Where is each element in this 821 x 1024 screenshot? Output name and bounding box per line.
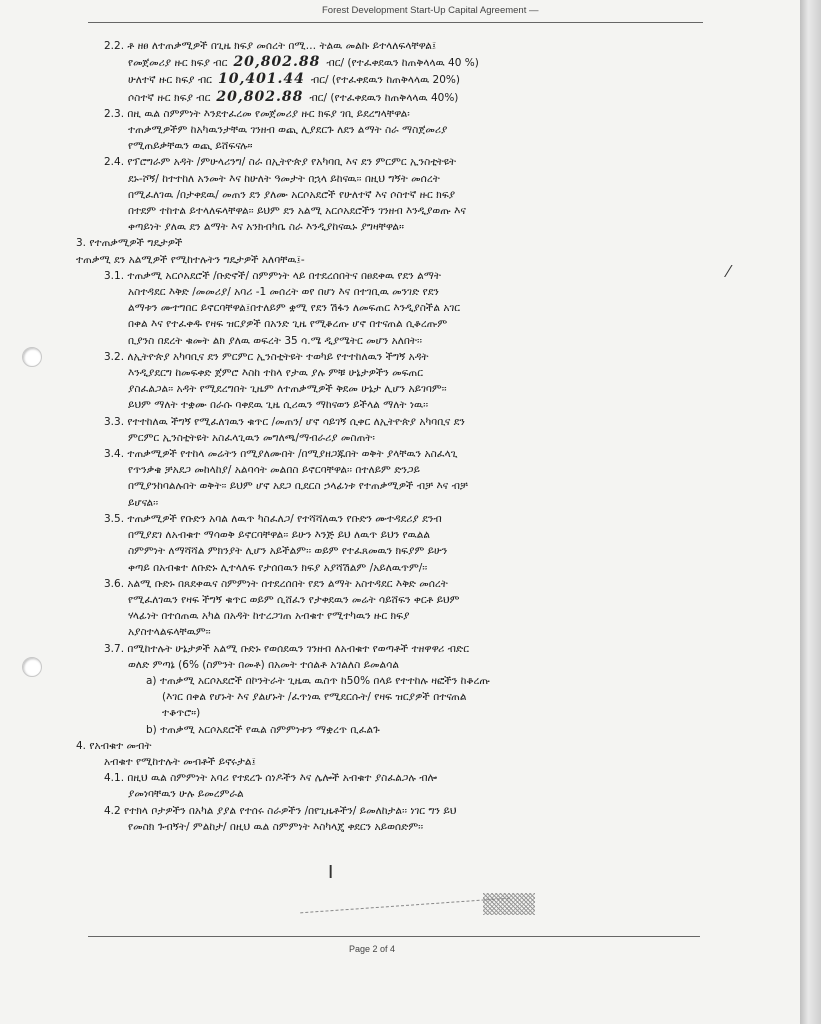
stamp-smudge xyxy=(483,893,535,915)
text-line: ተጠቃሚዎችም ከአካዉንታቸዉ ገንዘብ ወጪ ሊያደርጉ ለደን ልማት ስራ ማስጀመሪያ xyxy=(128,124,448,137)
text-line: 4. የአብቁተ መብት xyxy=(76,739,152,752)
text-line: ተጠቃሚ ደን አልሚዎች የሚከተሉትን ግዴታዎች አለባቸዉ፤- xyxy=(76,253,305,266)
punch-hole-top xyxy=(22,347,42,367)
footer-rule xyxy=(88,936,700,937)
text-line: ያስፈልጋል፡፡ አዳት የሚደረግበት ጊዜም ለተጠቃሚዎች ቅደመ ሁኔታ ሊሆን አይገባም፡፡ xyxy=(128,383,447,396)
text-line: ተቆጥሮ።) xyxy=(162,707,201,720)
text-line: 2.4. የፕሮግራም አዳት /ምሁላሪንግ/ ስራ በኢትዮጵያ የአካባቢ እና ደን ምርምር ኢንስቲትዩት xyxy=(104,156,457,169)
text-line: አያስተላልፍላቸዉም፡፡ xyxy=(128,626,211,639)
text-line: 2.2. ቶ ዘፀ ለተጠቃሚዎች በጊዜ ክፍያ መሰረት በሚ… ትልዉ መልኩ ይተላለፍላቸዋል፤ xyxy=(104,40,437,52)
text-line: 3.4. ተጠቃሚዎች የተከላ መሬትን በሚያለሙበት /በሚያዘጋጁበት ወቅት ያላቸዉን አስፈላጊ xyxy=(104,448,458,461)
text-line: ደኑ-ሾኝ/ ከተተከለ አንመት እና ከሁለት ዓመታት በኋላ ይከናዉ፡፡ በዚህ ግኝት መሰረት xyxy=(128,172,440,185)
text-line: 4.2 የተክላ ቦታዎችን በአካል ያያል የተሰሩ ስራዎችን /በየጊዜቶችን/ ይመለከታል፡፡ ነገር ግን ይህ xyxy=(104,804,457,817)
text-line: 3.5. ተጠቃሚዎች የቡድን አባል ለዉጥ ካስፈለጋ/ የተሻሻለዉን የቡድን ሙተዳደሪያ ደንብ xyxy=(104,512,442,525)
text-line: 2.3. በዚ ዉል ስምምነት እንደተፈረመ የመጀመሪያ ዙር ክፍያ ገቢ ይደረግላቸዋል፡ xyxy=(104,107,410,120)
handwritten-amount: 10,401.44 xyxy=(217,71,305,88)
text-line: ቢያንስ በደረት ቁመት ልክ ያለዉ ወፍረት 35 ሳ.ሜ ዲያሜትር መሆን አለበት፡፡ xyxy=(128,334,422,347)
text-line: ሃላፊነት በተሰጠዉ አካል በአዳት ከተረጋገጠ አብቁተ የሚተካዉን ዙር ክፍያ xyxy=(128,610,410,623)
text-line: እንዲያደርግ ከመፍቀድ ጀምሮ እስከ ተከላ የታዉ ያሉ ምቹ ሁኔታዎችን መፍጠር xyxy=(128,367,424,380)
text-line: በቀል እና የተፈቀዱ የዛፍ ዝርያዎች በአንድ ጊዜ የሚቆረጡ ሆኖ በተናጠል ሲቆረጡም xyxy=(128,318,448,331)
text-line: ሶስተኛ ዙር ክፍያ ብር 20,802.88 ብር/ (የተፈቀደዉን ከጠቅላላዉ 40%) xyxy=(128,88,459,105)
text-line: የመጀመሪያ ዙር ክፍያ ብር 20,802.88 ብር/ (የተፈቀደዉን ከጠቅላላዉ 40 %) xyxy=(128,54,479,71)
signature-line xyxy=(300,898,510,914)
payment-percentage: ብር/ (የተፈቀደዉን ከጠቅላላዉ 40 %) xyxy=(326,57,479,70)
text-line: አብቁተ የሚከተሉት መብቶች ይኖሩታል፤ xyxy=(104,755,256,768)
text-line: ያመነባቸዉን ሁሉ ይመረምራል xyxy=(128,788,244,801)
payment-percentage: ብር/ (የተፈቀደዉን ከጠቅላላዉ 40%) xyxy=(309,91,459,104)
text-line: ምርምር ኢንስቲትዩት አስፈላጊዉን መግለጫ/ማብራሪያ መስጠት፡ xyxy=(128,431,375,444)
text-line: ልማቱን ሙተግበር ይኖርባቸዋል፤በተለይም ቋሚ የደን ሽፋን ለመፍጠር እንዲያስችል አገር xyxy=(128,302,461,315)
margin-mark: ⁄ xyxy=(727,262,730,281)
text-line: 3.6. አልሚ ቡድኑ በጸደቀዉና ስምምነት በተደረሰበት የደን ልማት አስተዳደር እቅድ መሰረት xyxy=(104,577,448,590)
text-line: ወለድ ምጣኔ (6% (ስምንት በመቶ) በአመት ተሰልቶ አገልለስ ይመልሳል xyxy=(128,658,400,671)
text-line: በተደም ተከተል ይተላለፍላቸዋል፡፡ ይህም ደን አልሚ አርሶአደሮችን ገንዘብ እንዲያወጡ እና xyxy=(128,205,466,218)
text-line: ስምምነት ለማሻሻል ምክንያት ሊሆን አይችልም፡፡ ወይም የተፈጸመዉን ክፍያም ይሁን xyxy=(128,545,448,558)
payment-percentage: ብር/ (የተፈቀደዉን ከጠቅላላዉ 20%) xyxy=(310,74,460,87)
handwritten-amount: 20,802.88 xyxy=(216,88,304,105)
handwritten-amount: 20,802.88 xyxy=(233,54,321,71)
text-line: አስተዳደር እቅድ /መመሪያ/ አባሪ -1 መሰረት ወየ በሆነ እና በተገቢዉ መንገድ የደን xyxy=(128,286,439,299)
text-line: ሁለተኛ ዙር ክፍያ ብር 10,401.44 ብር/ (የተፈቀደዉን ከጠቅላላዉ 20%) xyxy=(128,71,460,88)
signature-mark: ǀ xyxy=(328,862,334,883)
text-line: 3.7. በሚከተሉት ሁኔታዎች አልሚ ቡድኑ የወሰደዉን ገንዘብ ለአብቁተ የወጣቶች ተዘዋዋሪ ብድር xyxy=(104,642,469,655)
text-line: ይህም ማለት ተቋሙ በራሱ ባቀደዉ ጊዜ ሲሪዉን ማከናወን ይችላል ማለት ነዉ፡፡ xyxy=(128,399,429,412)
page-edge-shadow xyxy=(800,0,821,1024)
text-line: 4.1. በዚህ ዉል ስምምነት አባሪ የተደረጉ ሰነዶችን እና ሌሎች አብቁተ ያስፈልጋሉ ብሎ xyxy=(104,772,438,785)
text-line: 3.2. ለኢትዮጵያ አካባቢና ደን ምርምር ኢንስቲትዩት ተወካይ የተተከለዉን ችግኝ አዳት xyxy=(104,350,429,363)
text-line: 3. የተጠቃሚዎች ግዴታዎች xyxy=(76,237,183,250)
page-number: Page 2 of 4 xyxy=(349,944,396,954)
text-line: b) ተጠቃሚ አርሶአደሮች የዉል ስምምነቱን ማቋረጥ ቢፈልጉ xyxy=(146,723,380,736)
text-line: የጥንቃቄ ቻአደጋ መከላከያ/ አልባሳት መልበስ ይኖርባቸዋል፡፡ በተለይም ድንጋይ xyxy=(128,464,420,477)
text-line: 3.1. ተጠቃሚ አርሶአደሮች /ቡድኖች/ ስምምነት ላይ በተደረሰበትና በፀደቀዉ የደን ልማት xyxy=(104,269,441,282)
text-line: (እገር በቀል የሆኑት እና ያልሆኑት /ፈጥነዉ የሚደርሱት/ የዛፍ ዝርያዎች በተናጠል xyxy=(162,691,467,704)
punch-hole-bottom xyxy=(22,657,42,677)
text-line: ይሆናል፡፡ xyxy=(128,496,159,509)
agreement-body xyxy=(76,38,676,835)
text-line: በሚያንከባልሉበት ወቅት፡፡ ይህም ሆኖ አደጋ ቢደርስ ኃላፊነቱ የተጠቃሚዎች ብቻ እና ብቻ xyxy=(128,480,468,493)
text-line: በሚፈለገዉ /በታቀደዉ/ መጠን ደን ያለሙ አርሶአደሮች የሁለተኛ እና ሶስተኛ ዙር ክፍያ xyxy=(128,188,456,201)
running-header: Forest Development Start-Up Capital Agreement — xyxy=(322,5,539,16)
text-line: የሚጠይቃቸዉን ወጪ ይሸፍናሉ። xyxy=(128,140,253,153)
text-line: a) ተጠቃሚ አርሶአደሮች በኮንትራት ጊዜዉ ዉስጥ ከ50% በላይ የተተከሉ ዛፎችን ከቆረጡ xyxy=(146,674,491,687)
text-line: በሚያደገ ለአብቁተ ማሳወቅ ይኖርባቸዋል፡፡ ይሁን እንጅ ይህ ለዉጥ ይህን የዉልል xyxy=(128,529,431,542)
text-line: የሚፈለገዉን የዛፍ ችግኝ ቁጥር ወይም ሲሸፈን የታቀደዉን መሬት ሳይሸፍን ቀርቶ ይህም xyxy=(128,593,460,606)
text-line: የመስክ ጉብኝት/ ምልከታ/ በዚህ ዉል ስምምነት እስካላጄ ቀደርን አይወሰድም፡፡ xyxy=(128,820,424,833)
text-line: ቀጣይ በአብቁተ ለቡድኑ ሊተላለፍ የታሰበዉን ክፍያ አያሻሽልም /አይለዉጥም/፡፡ xyxy=(128,561,428,574)
text-line: ቀጣይነት ያለዉ ደን ልማት እና አንክብካቤ ስራ እንዲያከናዉኑ ያግዛቸዋል። xyxy=(128,221,404,234)
header-rule xyxy=(88,22,703,23)
text-line: 3.3. የተተከለዉ ችግኝ የሚፈለገዉን ቁጥር /መጠን/ ሆኖ ሳይገኝ ሲቀር ለኢትዮጵያ አካባቢና ደን xyxy=(104,415,465,428)
